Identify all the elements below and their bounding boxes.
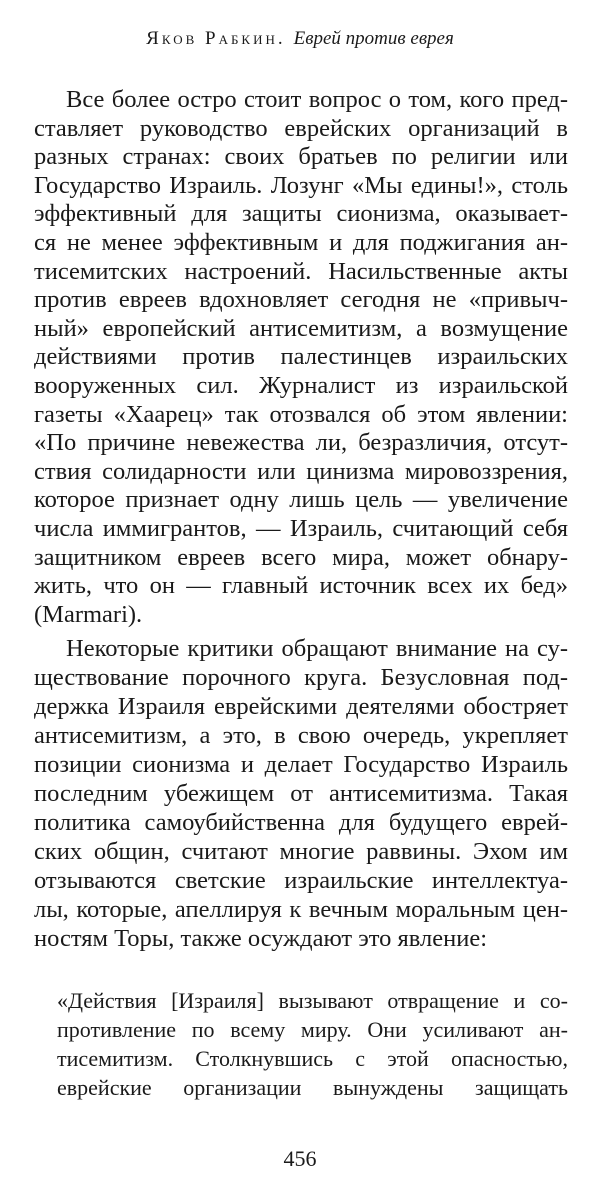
text-line: Некоторые критики обращают внимание на су- xyxy=(66,635,568,662)
text-line: политика самоубийственна для будущего еврей- xyxy=(34,809,568,836)
text-line: тисемитских настроений. Насильственные акты xyxy=(34,257,568,285)
paragraph-2 xyxy=(34,634,568,953)
block-quote xyxy=(57,986,568,1102)
text-line: которое признает одну лишь цель — увеличение xyxy=(34,486,568,514)
text-line: ствия солидарности или цинизма мировоззрения, xyxy=(34,457,568,485)
text-line: лы, которые, апеллируя к вечным моральным цен- xyxy=(34,896,568,923)
text-line: ставляет руководство еврейских организаций в xyxy=(34,114,568,142)
text-line: против евреев вдохновляет сегодня не «привыч- xyxy=(34,286,568,314)
text-line: «Действия [Израиля] вызывают отвращение и со- xyxy=(57,988,568,1013)
text-line: эффективный для защиты сионизма, оказывает- xyxy=(34,200,568,228)
text-line: ществование порочного круга. Безусловная под- xyxy=(34,664,568,691)
text-line: ностям Торы, также осуждают это явление: xyxy=(34,925,488,952)
text-line: ный» европейский антисемитизм, а возмущение xyxy=(34,314,568,342)
text-line: (Marmari). xyxy=(34,600,143,628)
header-title: Еврей против еврея xyxy=(293,28,454,49)
text-line: ся не менее эффективным и для поджигания ан- xyxy=(34,228,568,256)
text-line: отзываются светские израильские интеллектуа- xyxy=(34,867,568,894)
text-line: позиции сионизма и делает Государство Израиль xyxy=(34,751,568,778)
text-line: ских общин, считают многие раввины. Эхом им xyxy=(34,838,568,865)
text-line: последним убежищем от антисемитизма. Такая xyxy=(34,780,568,807)
text-line: разных странах: своих братьев по религии или xyxy=(34,143,568,171)
text-line: газеты «Хаарец» так отозвался об этом явлении: xyxy=(34,400,568,428)
paragraph-1 xyxy=(34,86,568,629)
text-line: действиями против палестинцев израильских xyxy=(34,343,568,371)
text-line: противление по всему миру. Они усиливают ан- xyxy=(57,1017,568,1042)
text-line: держка Израиля еврейскими деятелями обостряет xyxy=(34,693,568,720)
text-line: защитником евреев всего мира, может обнару- xyxy=(34,543,568,571)
text-line: Государство Израиль. Лозунг «Мы едины!», столь xyxy=(34,171,568,199)
text-line: антисемитизм, а это, в свою очередь, укрепляет xyxy=(34,722,568,749)
text-line: жить, что он — главный источник всех их бед» xyxy=(34,572,568,600)
text-line: еврейские организации вынуждены защищать xyxy=(57,1075,568,1100)
text-line: Все более остро стоит вопрос о том, кого пред- xyxy=(66,86,568,113)
running-header xyxy=(0,28,600,50)
page-number: 456 xyxy=(283,1146,317,1171)
text-line: вооруженных сил. Журналист из израильской xyxy=(34,371,568,399)
text-line: тисемитизм. Столкнувшись с этой опасностью, xyxy=(57,1046,568,1071)
header-author: Яков Рабкин. xyxy=(146,28,286,49)
text-line: числа иммигрантов, — Израиль, считающий себя xyxy=(34,514,568,542)
text-line: «По причине невежества ли, безразличия, отсут- xyxy=(34,429,568,457)
